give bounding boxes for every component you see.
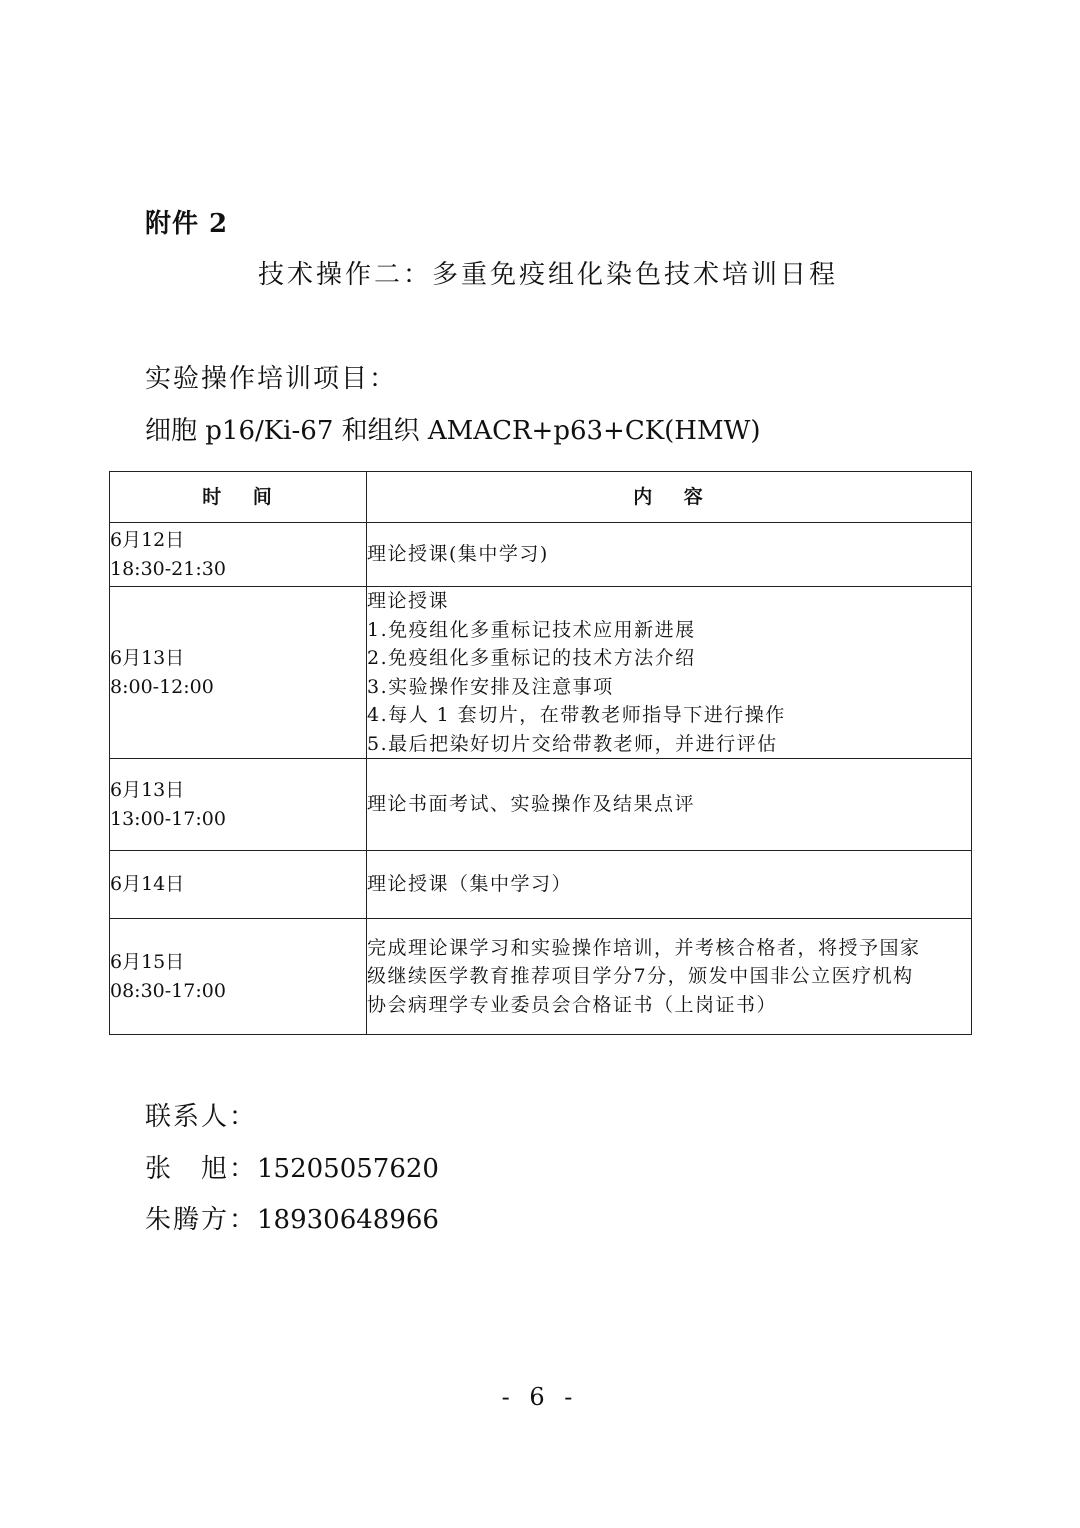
- time-text: 08:30-17:00: [110, 979, 226, 1002]
- attachment-label: 附件 2: [145, 209, 229, 239]
- contact-name: 朱腾方：: [145, 1205, 258, 1235]
- content-line: 2.免疫组化多重标记的技术方法介绍: [367, 647, 696, 669]
- document-title: 技术操作二：多重免疫组化染色技术培训日程: [258, 260, 839, 290]
- project-heading: 实验操作培训项目：: [145, 364, 398, 394]
- time-cell: [110, 523, 367, 587]
- contact-name: 张 旭：: [145, 1154, 258, 1184]
- date-text: 6月13日: [110, 647, 185, 669]
- contact-row: [145, 1148, 439, 1185]
- page-number: - 6 -: [501, 1383, 579, 1411]
- content-line: 5.最后把染好切片交给带教老师，并进行评估: [367, 732, 778, 755]
- project-items: 细胞 p16/Ki-67 和组织 AMACR+p63+CK(HMW): [145, 416, 761, 446]
- content-cell: [367, 919, 972, 1035]
- time-text: 8:00-12:00: [110, 675, 214, 698]
- time-cell: [110, 759, 367, 851]
- time-cell: [110, 587, 367, 759]
- table-row: [110, 919, 972, 1035]
- date-text: 6月13日: [110, 779, 185, 801]
- content-line: 协会病理学专业委员会合格证书（上岗证书）: [367, 993, 778, 1016]
- content-line: 理论授课（集中学习）: [367, 873, 573, 896]
- header-content: 内 容: [367, 472, 972, 523]
- table-row: [110, 523, 972, 587]
- schedule-table: [109, 471, 972, 1035]
- content-line: 1.免疫组化多重标记技术应用新进展: [367, 618, 696, 641]
- date-text: 6月14日: [110, 873, 185, 896]
- contact-phone: 15205057620: [257, 1154, 439, 1184]
- contacts-heading: 联系人：: [145, 1102, 258, 1132]
- content-cell: [367, 523, 972, 587]
- content-line: 理论授课: [367, 590, 450, 612]
- contact-phone: 18930648966: [257, 1205, 439, 1235]
- content-line: 理论授课(集中学习): [367, 543, 549, 566]
- content-line: 3.实验操作安排及注意事项: [367, 675, 614, 698]
- table-header-row: [110, 472, 972, 523]
- table-row: [110, 851, 972, 919]
- date-text: 6月12日: [110, 529, 185, 551]
- content-line: 理论书面考试、实验操作及结果点评: [367, 793, 696, 816]
- content-cell: [367, 587, 972, 759]
- table-row: [110, 759, 972, 851]
- time-cell: [110, 851, 367, 919]
- content-cell: [367, 759, 972, 851]
- content-line: 4.每人 1 套切片，在带教老师指导下进行操作: [367, 704, 786, 726]
- content-line: 级继续医学教育推荐项目学分7分，颁发中国非公立医疗机构: [367, 965, 914, 988]
- table-row: [110, 587, 972, 759]
- content-cell: [367, 851, 972, 919]
- time-text: 13:00-17:00: [110, 807, 226, 830]
- content-line: 完成理论课学习和实验操作培训，并考核合格者，将授予国家: [367, 936, 921, 959]
- date-text: 6月15日: [110, 951, 185, 973]
- header-time: 时 间: [110, 472, 367, 523]
- time-cell: [110, 919, 367, 1035]
- contact-row: [145, 1199, 439, 1236]
- time-text: 18:30-21:30: [110, 557, 226, 580]
